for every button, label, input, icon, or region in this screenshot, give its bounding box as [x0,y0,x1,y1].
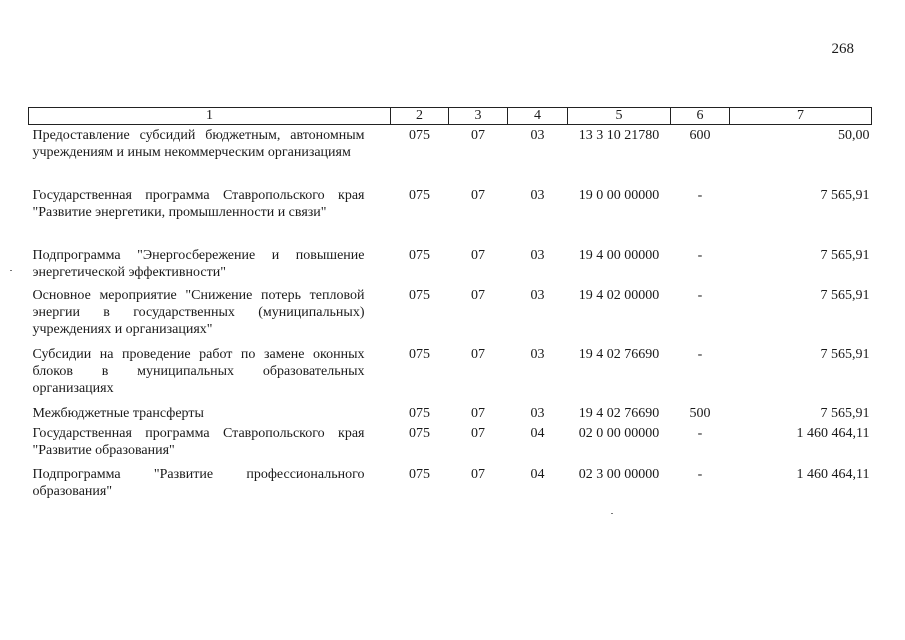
column-header: 2 [391,108,449,125]
section-code: 07 [471,346,485,362]
table-row [29,464,872,504]
ministry-code: 075 [409,405,430,421]
budget-table [28,107,872,504]
subsection-code: 04 [530,425,545,441]
amount: 7 565,91 [820,287,870,303]
row-name: Межбюджетные трансферты [32,405,204,421]
subsection-code: 03 [530,346,545,362]
ministry-code: 075 [409,187,430,203]
column-header: 4 [508,108,568,125]
scan-speck [611,513,613,514]
target-article-code: 19 4 02 76690 [578,346,660,362]
target-article-code: 02 0 00 00000 [578,425,660,441]
column-header: 7 [730,108,872,125]
section-code: 07 [471,287,485,303]
section-code: 07 [471,128,485,143]
ministry-code: 075 [409,128,430,143]
amount: 7 565,91 [820,346,870,362]
subsection-code: 03 [530,128,545,143]
table-row [29,344,872,403]
expense-type-code: - [697,247,703,263]
table-row [29,125,872,185]
amount: 7 565,91 [820,247,870,263]
subsection-code: 03 [530,187,545,203]
row-name: Государственная программа Ставропольского края "Развитие энергетики, промышленности и связи" [32,187,365,220]
table-row [29,423,872,464]
target-article-code: 02 3 00 00000 [578,466,660,482]
table-row [29,185,872,245]
expense-type-code: - [697,425,703,441]
target-article-code: 13 3 10 21780 [578,128,660,143]
row-name: Основное мероприятие "Снижение потерь тепловой энергии в государственных (муниципальных) учреждениях и организациях" [32,287,365,337]
expense-type-code: - [697,287,703,303]
ministry-code: 075 [409,287,430,303]
amount: 1 460 464,11 [796,466,870,482]
amount: 7 565,91 [820,405,870,421]
column-header: 6 [671,108,730,125]
table-row [29,403,872,423]
column-header: 3 [449,108,508,125]
scan-speck [10,270,12,271]
target-article-code: 19 4 02 00000 [578,287,660,303]
expense-type-code: 600 [689,128,711,143]
amount: 50,00 [838,128,870,143]
page-number: 268 [831,41,854,57]
subsection-code: 03 [530,287,545,303]
row-name: Подпрограмма "Развитие профессионального образования" [32,466,365,499]
row-name: Субсидии на проведение работ по замене оконных блоков в муниципальных образовательных организациях [32,346,365,396]
ministry-code: 075 [409,425,430,441]
expense-type-code: - [697,187,703,203]
subsection-code: 03 [530,405,545,421]
section-code: 07 [471,247,485,263]
column-number-header-row [29,108,872,125]
expense-type-code: 500 [689,405,711,421]
subsection-code: 04 [530,466,545,482]
column-header: 5 [568,108,671,125]
target-article-code: 19 4 02 76690 [578,405,660,421]
target-article-code: 19 4 00 00000 [578,247,660,263]
ministry-code: 075 [409,466,430,482]
section-code: 07 [471,466,485,482]
column-header: 1 [29,108,391,125]
expense-type-code: - [697,466,703,482]
section-code: 07 [471,187,485,203]
section-code: 07 [471,405,485,421]
section-code: 07 [471,425,485,441]
subsection-code: 03 [530,247,545,263]
expense-type-code: - [697,346,703,362]
amount: 7 565,91 [820,187,870,203]
amount: 1 460 464,11 [796,425,870,441]
row-name: Предоставление субсидий бюджетным, автономным учреждениям и иным некоммерческим организациям [32,128,365,160]
table-row [29,285,872,344]
table-row [29,245,872,285]
ministry-code: 075 [409,346,430,362]
row-name: Государственная программа Ставропольского края "Развитие образования" [32,425,365,458]
row-name: Подпрограмма "Энергосбережение и повышение энергетической эффективности" [32,247,365,280]
ministry-code: 075 [409,247,430,263]
target-article-code: 19 0 00 00000 [578,187,660,203]
